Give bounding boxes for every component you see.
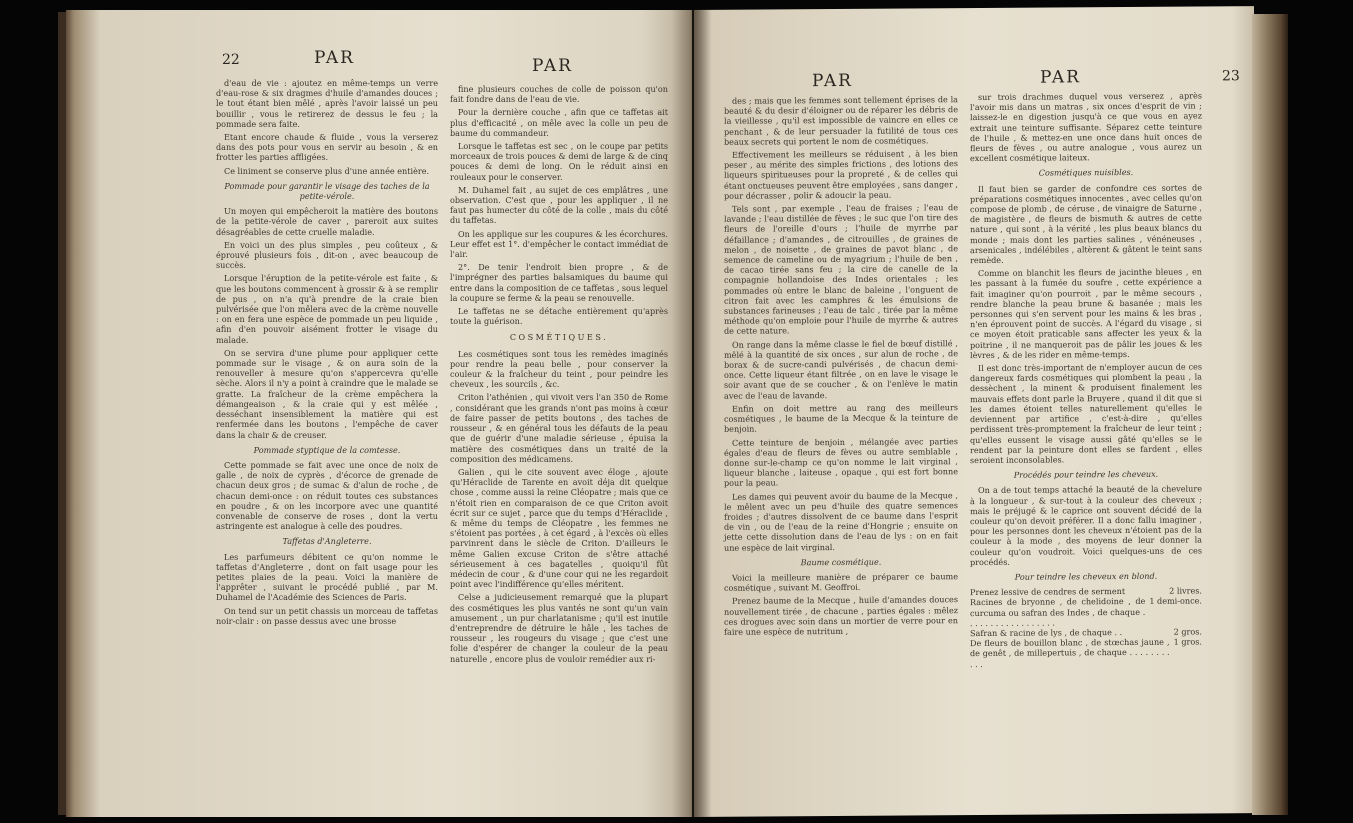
paragraph: Le taffetas ne se détache entièrement qu'après toute la guérison. bbox=[450, 306, 668, 327]
paragraph: Prenez baume de la Mecque , huile d'amandes douces nouvellement tirée , de chacune , parties égales : mêlez ces drogues avec soin dans un mortier de verre pour en faire une espèce de nutritum , bbox=[724, 594, 958, 637]
paragraph: Celse a judicieusement remarqué que la plupart des cosmétiques les plus vantés ne sont qu'un vain amusement , un pur charlatanisme ; qu'il est inutile d'entreprendre de détruire le hâle , les taches de rousseur , les rougeurs du visage ; que c'est une folie d'espérer de changer la couleur de la peau naturelle , encore plus de vouloir remédier aux ri- bbox=[450, 592, 668, 664]
ingredient-text: Prenez lessive de cendres de serment bbox=[970, 586, 1126, 598]
ingredient-text: Racines de bryonne , de chelidoine , de curcuma ou safran des Indes , de chaque . . . . . . . . . . . . . . . . . . bbox=[970, 596, 1146, 628]
paragraph: fine plusieurs couches de colle de poisson qu'on fait fondre dans de l'eau de vie. bbox=[450, 84, 668, 105]
paragraph: Il est donc très-important de n'employer aucun de ces dangereux fards cosmétiques qui plombent la peau , la dessèchent , la minent & produisent finalement les mauvais effets dont parle la Bruyere , quand il dit que si les dames étoient telles naturellement qu'elles le deviennent par artifice , c'est-à-dire , qu'elles perdissent très-promptement la fraîcheur de leur teint ; qu'elles eussent le visage aussi gâté qu'elles se le rendent par la peinture dont elles se fardent , elles seroient inconsolables. bbox=[970, 361, 1202, 465]
paragraph: 2°. De tenir l'endroit bien propre , & de l'imprégner des parties balsamiques du baume qui entre dans la composition de ce taffetas , sous lequel la coupure se ferme & la peau se renouvelle. bbox=[450, 262, 668, 303]
section-heading: Procédés pour teindre les cheveux. bbox=[1013, 468, 1159, 480]
page-number: 23 bbox=[1222, 68, 1240, 85]
ingredient-quantity: 2 livres. bbox=[1169, 585, 1202, 596]
book-cover-edge-right bbox=[1252, 14, 1288, 815]
section-heading: Baume cosmétique. bbox=[800, 556, 882, 567]
paragraph: Les parfumeurs débitent ce qu'on nomme le taffetas d'Angleterre , dont on fait usage pour les petites plaies de la peau. Voici la manière de l'apprêter , suivant le procédé publié , par M. Duhamel de l'Académie des Sciences de Paris. bbox=[216, 551, 438, 603]
paragraph: Etant encore chaude & fluide , vous la verserez dans des pots pour vous en servir au besoin , & en frotter les parties affligées. bbox=[216, 132, 438, 163]
paragraph: Voici la meilleure manière de préparer ce baume cosmétique , suivant M. Geoffroi. bbox=[724, 571, 958, 593]
paragraph: Galien , qui le cite souvent avec éloge , ajoute qu'Héraclide de Tarente en avoit déja dit quelque chose , comme aussi la reine Cléopatre ; mais que ce n'étoit rien en comparaison de ce que Criton avoit écrit sur ce sujet , parce que du temps d'Héraclide , & même du temps de Cléopatre , les femmes ne s'étoient pas portées , à cet égard , à l'excès où elles parvinrent dans le siècle de Criton. D'ailleurs le même Galien excuse Criton de s'être attaché sérieusement à ces bagatelles , quoiqu'il fût médecin de cour , & d'une cour qui ne les regardoit point avec l'indifférence qu'elles méritent. bbox=[450, 466, 668, 590]
section-heading: Pommade pour garantir le visage des taches de la petite-vérole. bbox=[224, 180, 430, 202]
text-column bbox=[970, 90, 1202, 668]
paragraph: Cette teinture de benjoin , mélangée avec parties égales d'eau de fleurs de fèves ou autre semblable , donne sur-le-champ ce qu'on nomme le lait virginal , liqueur blanche , laiteuse , opaque , qui est fort bonne pour la peau. bbox=[724, 435, 958, 489]
section-heading: Pour teindre les cheveux en blond. bbox=[1014, 570, 1158, 582]
paragraph: Tels sont , par exemple , l'eau de fraises ; l'eau de lavande ; l'eau distillée de fèves ; le suc que l'on tire des fleurs de l'oreille d'ours ; l'huile de myrrhe par défaillance ; d'amandes , de citrouilles , de graines de melon , de noisette , de graines de pavot blanc , de semence de cameline ou de myagrium ; l'huile de ben , de cacao tirée sans feu ; la cire de canelle de la compagnie hollandoise des Indes orientales ; les pommades où entre le blanc de baleine , l'onguent de citron fait avec les camphres & les émulsions de substances farineuses ; l'eau de talc , tirée par la même méthode qu'on emploie pour l'huile de myrrhe & autres de cette nature. bbox=[724, 202, 958, 337]
ingredient-quantity: 2 gros. bbox=[1173, 626, 1202, 637]
ingredient-quantity: 1 gros. bbox=[1173, 636, 1202, 647]
paragraph: sur trois drachmes duquel vous verserez , après l'avoir mis dans un matras , six onces d'esprit de vin ; laissez-le en digestion jusqu'à ce que vous en ayez extrait une teinture suffisante. Séparez cette teinture de l'huile , & mettez-en une once dans huit onces de fleurs de fèves , ou autre analogue , vous aurez un excellent cosmétique laiteux. bbox=[970, 90, 1202, 164]
paragraph: On range dans la même classe le fiel de bœuf distillé , mêlé à la quantité de six onces , sur alun de roche , de borax & de sucre-candi pulvérisés , de chacun demi-once. Cette liqueur étant filtrée , on en lave le visage le soir avant que de se coucher , & on l'enlève le matin avec de l'eau de lavande. bbox=[724, 337, 958, 401]
paragraph: Comme on blanchit les fleurs de jacinthe bleues , en les passant à la fumée du soufre , cette expérience a fait imaginer qu'on pourroit , par le même secours , rendre blanche la peau brune & basanée ; mais les personnes qui s'en servent pour les mains & les bras , n'en éprouvent point de succès. A l'égard du visage , si ce moyen étoit praticable sans affecter les yeux & la poitrine , il ne manqueroit pas de pâlir les joues & les lèvres , & de les rider en même-temps. bbox=[970, 266, 1202, 360]
paragraph: des ; mais que les femmes sont tellement éprises de la beauté & du desir d'éloigner ou de réparer les débris de la vieillesse , qu'il est impossible de vaincre en elles ce penchant , & de leur persuader la futilité de tous ces beaux secrets qui portent le nom de cosmétiques. bbox=[724, 94, 958, 147]
running-head: PAR bbox=[532, 56, 573, 76]
paragraph: Lorsque l'éruption de la petite-vérole est faite , & que les boutons commencent à grossir & à se remplir de pus , on n'a qu'à prendre de la craie bien pulvérisée que l'on mêlera avec de la crème nouvelle : on en fera une espèce de pommade un peu liquide , afin d'en pouvoir aisément frotter le visage du malade. bbox=[216, 273, 438, 345]
paragraph: On se servira d'une plume pour appliquer cette pommade sur le visage , & on aura soin de la renouveller à mesure qu'on s'appercevra qu'elle sèche. Alors il n'y a point à craindre que le malade se gratte. La fraîcheur de la crème empêchera la démangeaison , & la craie qui y est mêlée , desséchant insensiblement la matière qui est renfermée dans les boutons , l'empêche de caver dans la chair & de creuser. bbox=[216, 347, 438, 440]
running-head: PAR bbox=[1040, 67, 1081, 88]
paragraph: Un moyen qui empêcheroit la matière des boutons de la petite-vérole de caver , pareroit aux suites désagréables de cette cruelle maladie. bbox=[216, 206, 438, 237]
paragraph: On a de tout temps attaché la beauté de la chevelure à la longueur , & sur-tout à la couleur des cheveux ; mais le préjugé & le caprice ont souvent décidé de la couleur qu'on devoit préférer. Il a donc fallu imaginer , pour les personnes dont les cheveux n'étoient pas de la couleur à la mode , des moyens de leur donner la couleur qu'on voudroit. Voici quelques-uns de ces procédés. bbox=[970, 483, 1202, 567]
ingredient-text: De fleurs de bouillon blanc , de stœchas jaune , de genêt , de millepertuis , de chaque . . . . . . . . . . . bbox=[970, 636, 1170, 669]
section-heading: Taffetas d'Angleterre. bbox=[282, 536, 372, 547]
ingredient-quantity: 1 demi-once. bbox=[1149, 595, 1202, 607]
recipe-line bbox=[970, 637, 1202, 669]
text-column bbox=[724, 94, 958, 640]
paragraph: On les applique sur les coupures & les écorchures. Leur effet est 1°. d'empêcher le contact immédiat de l'air. bbox=[450, 228, 668, 260]
text-column bbox=[216, 78, 438, 629]
paragraph: Cette pommade se fait avec une once de noix de galle , de noix de cyprès , d'écorce de grenade de chacun deux gros ; de sumac & d'alun de roche , de chacun demi-once : on réduit toutes ces substances en poudre , & on les incorpore avec une quantité convenable de conserve de roses , dont la vertu astringente est analogue à celle des poudres. bbox=[216, 459, 438, 532]
running-head: PAR bbox=[812, 70, 853, 92]
paragraph: Ce liniment se conserve plus d'une année entière. bbox=[224, 165, 430, 176]
text-column bbox=[450, 84, 668, 667]
paragraph: Lorsque le taffetas est sec , on le coupe par petits morceaux de trois pouces & demi de large & de cinq pouces & demi de long. On le réduit ainsi en rouleaux pour le conserver. bbox=[450, 141, 668, 182]
paragraph: M. Duhamel fait , au sujet de ces emplâtres , une observation. C'est que , pour les appliquer , il ne faut pas humecter du côté de la colle , mais du côté du taffetas. bbox=[450, 184, 668, 226]
running-head: PAR bbox=[314, 48, 355, 68]
right-page bbox=[694, 6, 1254, 817]
paragraph: Enfin on doit mettre au rang des meilleurs cosmétiques , le baume de la Mecque & la teinture de benjoin. bbox=[724, 402, 958, 435]
section-heading: Cosmétiques nuisibles. bbox=[1038, 167, 1134, 179]
section-heading: COSMÉTIQUES. bbox=[509, 332, 609, 343]
paragraph: Il faut bien se garder de confondre ces sortes de préparations cosmétiques innocentes , avec celles qu'on compose de plomb , de céruse , de vinaigre de Saturne , de magistère , de fleurs de bismuth & autres de cette nature , qui sont , à la vérité , les plus beaux blancs du monde ; mais dont les parties salines , vénéneuses , arsenicales , indélébiles , altèrent & gâtent le teint sans remède. bbox=[970, 182, 1202, 266]
paragraph: Les cosmétiques sont tous les remèdes imaginés pour rendre la peau belle , pour conserver la couleur & la fraîcheur du teint , pour peindre les cheveux , les sourcils , &c. bbox=[450, 348, 668, 390]
left-page bbox=[66, 10, 692, 817]
recipe-line bbox=[970, 596, 1202, 628]
paragraph: En voici un des plus simples , peu coûteux , & éprouvé plusieurs fois , dit-on , avec beaucoup de succès. bbox=[216, 239, 438, 271]
paragraph: d'eau de vie : ajoutez en même-temps un verre d'eau-rose & six dragmes d'huile d'amandes douces ; le tout étant bien mêlé , après l'avoir laissé un peu bouillir , vous le retirerez de dessus le feu ; la pommade sera faite. bbox=[216, 78, 438, 129]
paragraph: Pour la dernière couche , afin que ce taffetas ait plus d'efficacité , on mêle avec la colle un peu de baume du commandeur. bbox=[450, 107, 668, 138]
paragraph: Criton l'athénien , qui vivoit vers l'an 350 de Rome , considérant que les grands n'ont pas moins à cœur de faire passer de petits boutons , des taches de rousseur , & en général tous les défauts de la peau que de guérir d'une maladie sérieuse , épuisa la matière des cosmétiques dans un traité de la composition des médicamens. bbox=[450, 392, 668, 464]
paragraph: On tend sur un petit chassis un morceau de taffetas noir-clair : on passe dessus avec une brosse bbox=[216, 605, 438, 626]
page-number: 22 bbox=[222, 52, 240, 68]
paragraph: Les dames qui peuvent avoir du baume de la Mecque , le mêlent avec un peu d'huile des quatre semences froides ; d'autres dissolvent de ce baume dans l'esprit de vin , ou de l'eau de la reine d'Hongrie ; ensuite on jette cette dissolution dans de l'eau de lys : on en fait une espèce de lait virginal. bbox=[724, 489, 958, 553]
section-heading: Pommade styptique de la comtesse. bbox=[253, 444, 401, 455]
ingredient-text: Safran & racine de lys , de chaque . . bbox=[970, 626, 1123, 639]
paragraph: Effectivement les meilleurs se réduisent , à les bien peser , au mérite des simples frictions , des lotions des liqueurs spiritueuses pour la propreté , & de celles qui étant onctueuses peuvent être employées , sans danger , pour décrasser , polir & adoucir la peau. bbox=[724, 148, 958, 201]
